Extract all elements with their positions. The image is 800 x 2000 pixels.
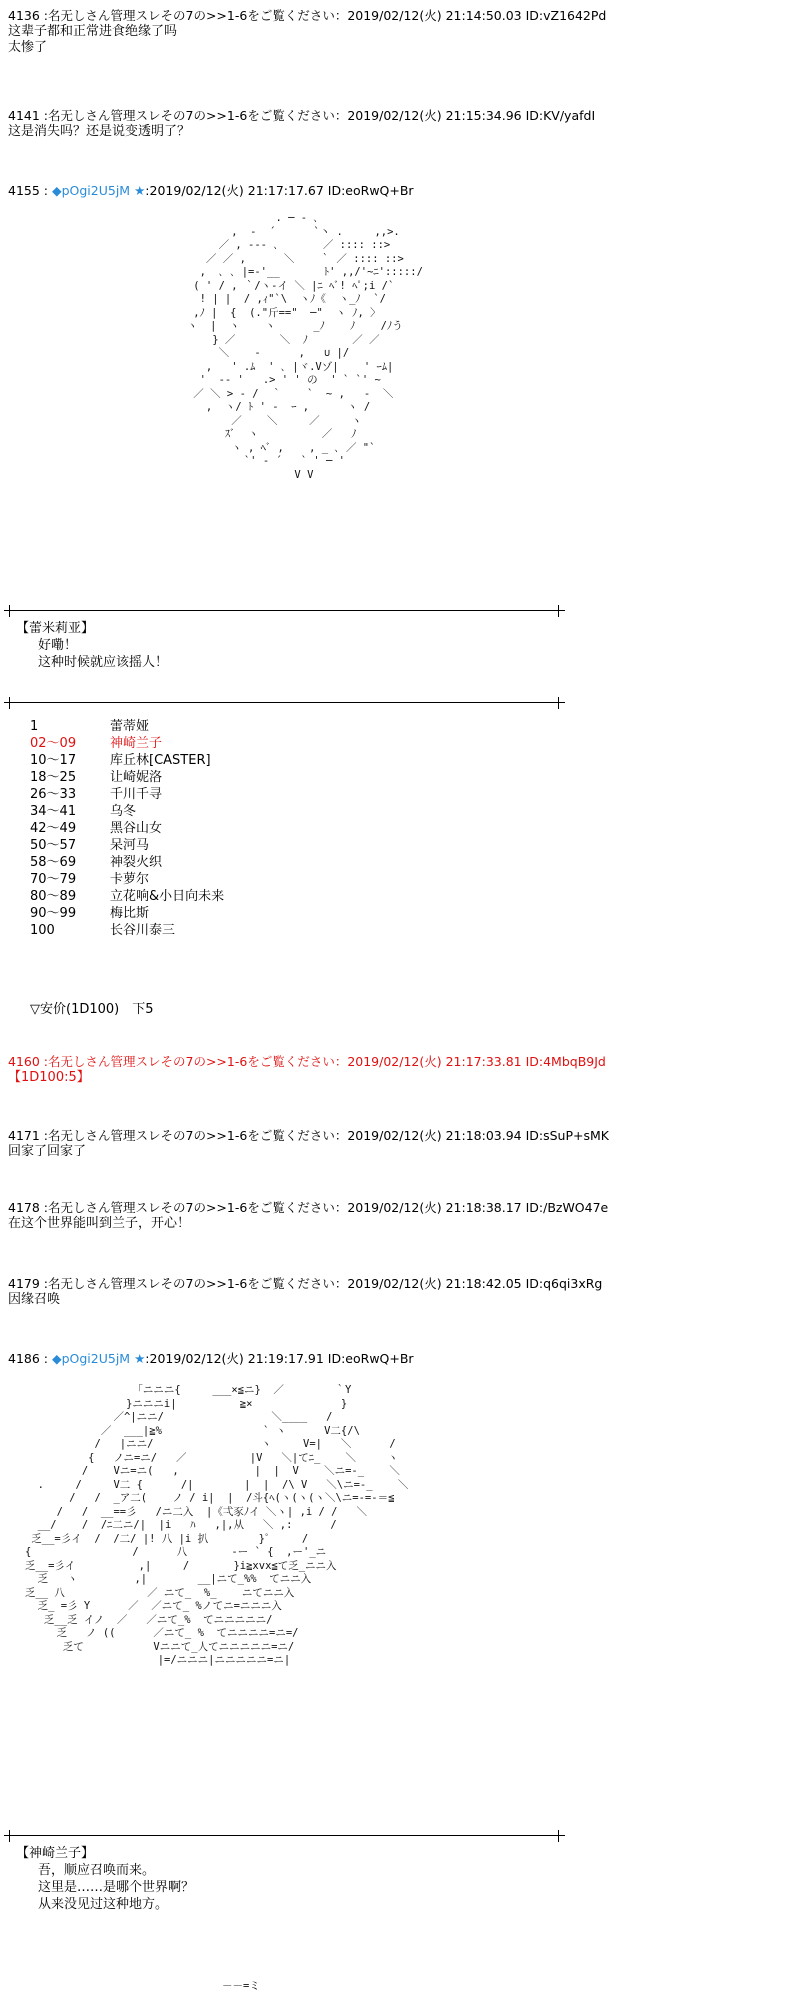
post-header: 4136 :名无しさん管理スレその7の>>1-6をご覧ください：2019/02/12(火) 21:14:50.03 ID:vZ1642Pd: [8, 8, 607, 23]
cross-icon: [553, 697, 565, 709]
speech-line: 吾，顺应召唤而来。: [38, 1863, 156, 1878]
roll-range: 34～41: [30, 804, 77, 819]
speaker-label: 【神崎兰子】: [16, 1846, 95, 1861]
roll-row: [30, 752, 224, 769]
roll-name: 让崎妮洛: [110, 770, 163, 785]
star-icon: ★: [134, 183, 146, 198]
roll-row: [30, 922, 224, 939]
roll-row: [30, 837, 224, 854]
roll-name: 神裂火织: [110, 855, 163, 870]
post-4171: [8, 1128, 609, 1160]
roll-name: 蕾蒂娅: [110, 719, 150, 734]
speech-line: 这里是……是哪个世界啊？: [38, 1880, 195, 1895]
roll-name: 神崎兰子: [110, 736, 163, 751]
roll-range: 18～25: [30, 770, 77, 785]
roll-range: 90～99: [30, 906, 77, 921]
speech-remilia: [16, 620, 168, 671]
post-4160: [8, 1054, 606, 1086]
cross-icon: [4, 1830, 16, 1842]
roll-row: [30, 905, 224, 922]
roll-row: [30, 718, 224, 735]
post-body-line: 这辈子都和正常进食绝缘了吗: [8, 24, 178, 39]
post-header: 4178 :名无しさん管理スレその7の>>1-6をご覧ください：2019/02/12(火) 21:18:38.17 ID:/BzWO47e: [8, 1200, 609, 1215]
roll-name: 库丘林[CASTER]: [110, 753, 211, 768]
separator-line: [10, 1835, 558, 1836]
post-header: 4141 :名无しさん管理スレその7の>>1-6をご覧ください：2019/02/12(火) 21:15:34.96 ID:KV/yafdI: [8, 108, 596, 123]
post-header: [8, 1351, 414, 1367]
speech-line: 好嘞！: [38, 638, 78, 653]
roll-name: 黑谷山女: [110, 821, 163, 836]
roll-range: 58～69: [30, 855, 77, 870]
post-4178: [8, 1200, 608, 1232]
roll-range: 80～89: [30, 889, 77, 904]
post-body: [8, 1216, 608, 1232]
roll-row: [30, 803, 224, 820]
cross-icon: [4, 605, 16, 617]
ascii-art-remilia: . ─ - ､ , - ´ `丶 . ,,>. ／ , -‐- ､ ／ :::: ::> ／ ／ , ＼ ｀ ／ :::: ::> , ､ ､ |=-'__ ﾄ' ,,/'~ﾆ':::::/ ( ' / , ｀/ヽ-イ ＼ |ﾆ ﾍﾞ! ﾍﾟ;i /` ! | | / ,ｨ"`\ ヽﾉ《 ヽ_ﾉ `/ ,ﾉ | { (."斤==" ─" ヽ ﾉ, 〉 ヽ | ヽ ヽ _ﾉ ﾉ /ﾉう } ／ ＼ ﾉ ／ ／ ＼ - , ∪ |/ , ' .ﾑ ' ､ |ヾ.Vゾ| ' ｰﾑ| ' -- ' .> ' ' の ' ` `' ~ ／ ＼ > - / ｀ ` ~ , - ＼ , ヽ/ ﾄ ' - ｰ , ヽ / ／ ＼ ／ ヽ ｽﾞ ヽ ／ ﾉ ヽ , ﾍﾞ , , _ ､ ／ "` `' - ´ ` ' ─ ' V V: [186, 212, 423, 481]
roll-name: 呆河马: [110, 838, 150, 853]
post-number: 4155 :: [8, 183, 48, 198]
roll-range: 100: [30, 923, 55, 938]
cross-icon: [553, 605, 565, 617]
trip-name[interactable]: ◆pOgi2U5jM: [51, 183, 131, 198]
roll-range: 26～33: [30, 787, 77, 802]
roll-name: 长谷川泰三: [110, 923, 176, 938]
roll-range: 02～09: [30, 736, 77, 751]
post-body: [8, 1070, 606, 1086]
star-icon: ★: [134, 1351, 146, 1366]
post-4141: [8, 108, 595, 140]
post-header: 4171 :名无しさん管理スレその7の>>1-6をご覧ください：2019/02/12(火) 21:18:03.94 ID:sSuP+sMK: [8, 1128, 609, 1143]
separator-line: [10, 702, 558, 703]
cross-icon: [553, 1830, 565, 1842]
post-body: [8, 124, 595, 140]
speaker-label: 【蕾米莉亚】: [16, 621, 95, 636]
roll-row: [30, 888, 224, 905]
roll-range: 70～79: [30, 872, 77, 887]
dice-result: 【1D100:5】: [8, 1070, 90, 1085]
roll-range: 10～17: [30, 753, 77, 768]
roll-range: 42～49: [30, 821, 77, 836]
ascii-art-ranko: 「ニニニ{ ___×≦ニ} ／ ｀Y }ニニニi| ≧× } ／^|ニニ/ ＼____ / ／ ___|≧% ` ヽ V二{/\ / |ニニ/ ヽ V=| ＼ / { ノニ=ニ/ ／ |V ＼|てﾆ_ ＼ ヽ / Vニ=ニ( , | | V ＼ニ=-_ ＼ . / V二 { /| | | /\ V ＼\ニ=-_ ＼ / / _ア二( ノ / i| | /斗{ﾍ(ヽ(ヽ(ヽ＼\ニ=-=-＝≦ / / __==彡 /ニ二入 |《弌豕ﾉイ ＼ヽ| ,i / / ＼ __/ / /ﾆ二ニ/| |i ﾊ ,|,从 ＼ ,: / 乏__=彡イ / /二/ |! 八 |i 扒 }ﾟ / { / 八 -ー ` { ,ー'_ニ 乏__=彡イ ,| / }i≧xvx≦て乏_ニニ入 乏 ヽ ,| __|ニて_%% てニニ入 乏__ 八 ／ ニて_ %_ ニてニニ入 乏_ =彡 Y ／ ／ニて_ %ノてニ=ニニニ入 乏__乏 イノ ／ ／ニて_% てニニニニニ/ 乏 ノ (( ／ニて_ % てニニニニ=ニ=/ 乏て Vニニて_人てニニニニニ=ニ/ |=/ニニニ|ニニニニニ=ニ|: [24, 1384, 409, 1666]
cross-icon: [4, 697, 16, 709]
post-meta: :2019/02/12(火) 21:17:17.67 ID:eoRwQ+Br: [145, 183, 414, 198]
post-body: [8, 24, 606, 56]
post-meta: :2019/02/12(火) 21:19:17.91 ID:eoRwQ+Br: [145, 1351, 414, 1366]
roll-name: 千川千寻: [110, 787, 163, 802]
roll-name: 梅比斯: [110, 906, 150, 921]
roll-name: 乌冬: [110, 804, 137, 819]
post-4179: [8, 1276, 602, 1308]
roll-row: [30, 769, 224, 786]
post-body: [8, 1144, 609, 1160]
post-body: [8, 1292, 602, 1308]
roll-row: [30, 786, 224, 803]
roll-row: [30, 854, 224, 871]
roll-row: [30, 871, 224, 888]
post-number: 4186 :: [8, 1351, 48, 1366]
roll-table: [30, 718, 224, 939]
roll-name: 立花响&小日向未来: [110, 889, 225, 904]
post-body-line: 回家了回家了: [8, 1144, 87, 1159]
post-body-line: 因缘召唤: [8, 1292, 61, 1307]
speech-ranko: [16, 1845, 194, 1913]
post-body-line: 太惨了: [8, 40, 48, 55]
post-header: [8, 183, 414, 199]
separator-line: [10, 610, 558, 611]
post-header: 4179 :名无しさん管理スレその7の>>1-6をご覧ください：2019/02/12(火) 21:18:42.05 ID:q6qi3xRg: [8, 1276, 603, 1291]
speech-line: 这种时候就应该摇人！: [38, 655, 169, 670]
post-4155: [8, 183, 414, 199]
trip-name[interactable]: ◆pOgi2U5jM: [51, 1351, 131, 1366]
roll-row-highlighted: [30, 735, 224, 752]
post-body-line: 在这个世界能叫到兰子，开心！: [8, 1216, 191, 1231]
post-body-line: 这是消失吗？还是说变透明了？: [8, 124, 191, 139]
ascii-art-fragment: －－=ミ: [222, 1980, 260, 1992]
speech-line: 从来没见过这种地方。: [38, 1897, 169, 1912]
roll-range: 1: [30, 719, 39, 734]
roll-range: 50～57: [30, 838, 77, 853]
roll-instruction: ▽安价(1D100) 下5: [30, 1002, 154, 1017]
roll-name: 卡萝尔: [110, 872, 150, 887]
post-4136: [8, 8, 606, 56]
post-4186: [8, 1351, 414, 1367]
post-header: 4160 :名无しさん管理スレその7の>>1-6をご覧ください：2019/02/12(火) 21:17:33.81 ID:4MbqB9Jd: [8, 1054, 606, 1069]
roll-row: [30, 820, 224, 837]
